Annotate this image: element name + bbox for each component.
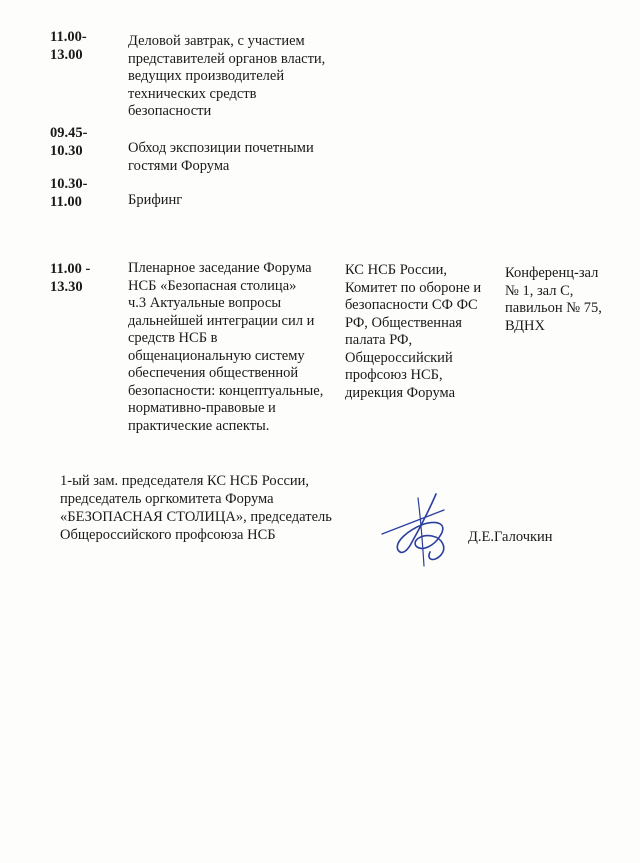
description-line: технических средств [128, 85, 257, 102]
position-line: 1-ый зам. председателя КС НСБ России, [60, 473, 310, 489]
time-start: 10.30- [50, 176, 88, 192]
signature-stroke [418, 498, 424, 566]
description-line: представителей органов власти, [128, 50, 326, 67]
venue-line: ВДНХ [505, 317, 545, 334]
schedule-description-4 [128, 260, 348, 435]
schedule-description-3 [128, 192, 348, 210]
description-line: нормативно-правовые и [128, 400, 276, 416]
description-line: практические аспекты. [128, 417, 270, 434]
organizer-line: профсоюз НСБ, [345, 367, 443, 383]
time-start: 11.00- [50, 29, 87, 45]
description-line: Пленарное заседание Форума [128, 260, 312, 276]
organizer-line: КС НСБ России, [345, 262, 448, 278]
time-start: 09.45- [50, 125, 88, 141]
description-line: безопасности: концептуальные, [128, 382, 324, 399]
description-line: средств НСБ в [128, 330, 218, 346]
time-start: 11.00 - [50, 261, 91, 277]
description-line: Деловой завтрак, с участием [128, 33, 305, 49]
time-end: 13.00 [50, 47, 83, 63]
venue-line: павильон № 75, [505, 300, 602, 316]
organizer-line: дирекция Форума [345, 384, 456, 401]
description-line: ведущих производителей [128, 68, 285, 84]
signer-name: Д.Е.Галочкин [468, 529, 553, 545]
schedule-organizers-4 [345, 262, 495, 402]
organizer-line: палата РФ, [345, 332, 413, 348]
description-line: Брифинг [128, 192, 183, 208]
description-line: безопасности [128, 103, 212, 119]
organizer-line: РФ, Общественная [345, 314, 462, 331]
schedule-time-1 [50, 28, 110, 64]
time-end: 13.30 [50, 279, 83, 295]
position-line: Общероссийского профсоюза НСБ [60, 527, 276, 543]
schedule-time-3 [50, 175, 110, 211]
position-line: председатель оргкомитета Форума [60, 491, 274, 507]
description-line: обеспечения общественной [128, 365, 299, 381]
time-end: 11.00 [50, 194, 82, 210]
venue-line: № 1, зал С, [505, 282, 574, 299]
schedule-description-2 [128, 140, 348, 175]
description-line: гостями Форума [128, 157, 230, 174]
organizer-line: безопасности СФ ФС [345, 297, 478, 313]
description-line: дальнейшей интеграции сил и [128, 312, 315, 329]
schedule-venue-4 [505, 265, 635, 335]
description-line: ч.3 Актуальные вопросы [128, 295, 282, 311]
position-line: «БЕЗОПАСНАЯ СТОЛИЦА», председатель [60, 509, 332, 525]
handwritten-signature [378, 490, 474, 570]
description-line: общенациональную систему [128, 347, 305, 364]
description-line: НСБ «Безопасная столица» [128, 277, 297, 294]
organizer-line: Комитет по обороне и [345, 279, 482, 296]
description-line: Обход экспозиции почетными [128, 140, 314, 156]
schedule-time-2 [50, 124, 110, 160]
organizer-line: Общероссийский [345, 349, 453, 366]
signatory-position [60, 472, 380, 544]
venue-line: Конференц-зал [505, 265, 599, 281]
schedule-time-4 [50, 260, 110, 296]
time-end: 10.30 [50, 143, 83, 159]
schedule-description-1 [128, 33, 348, 121]
